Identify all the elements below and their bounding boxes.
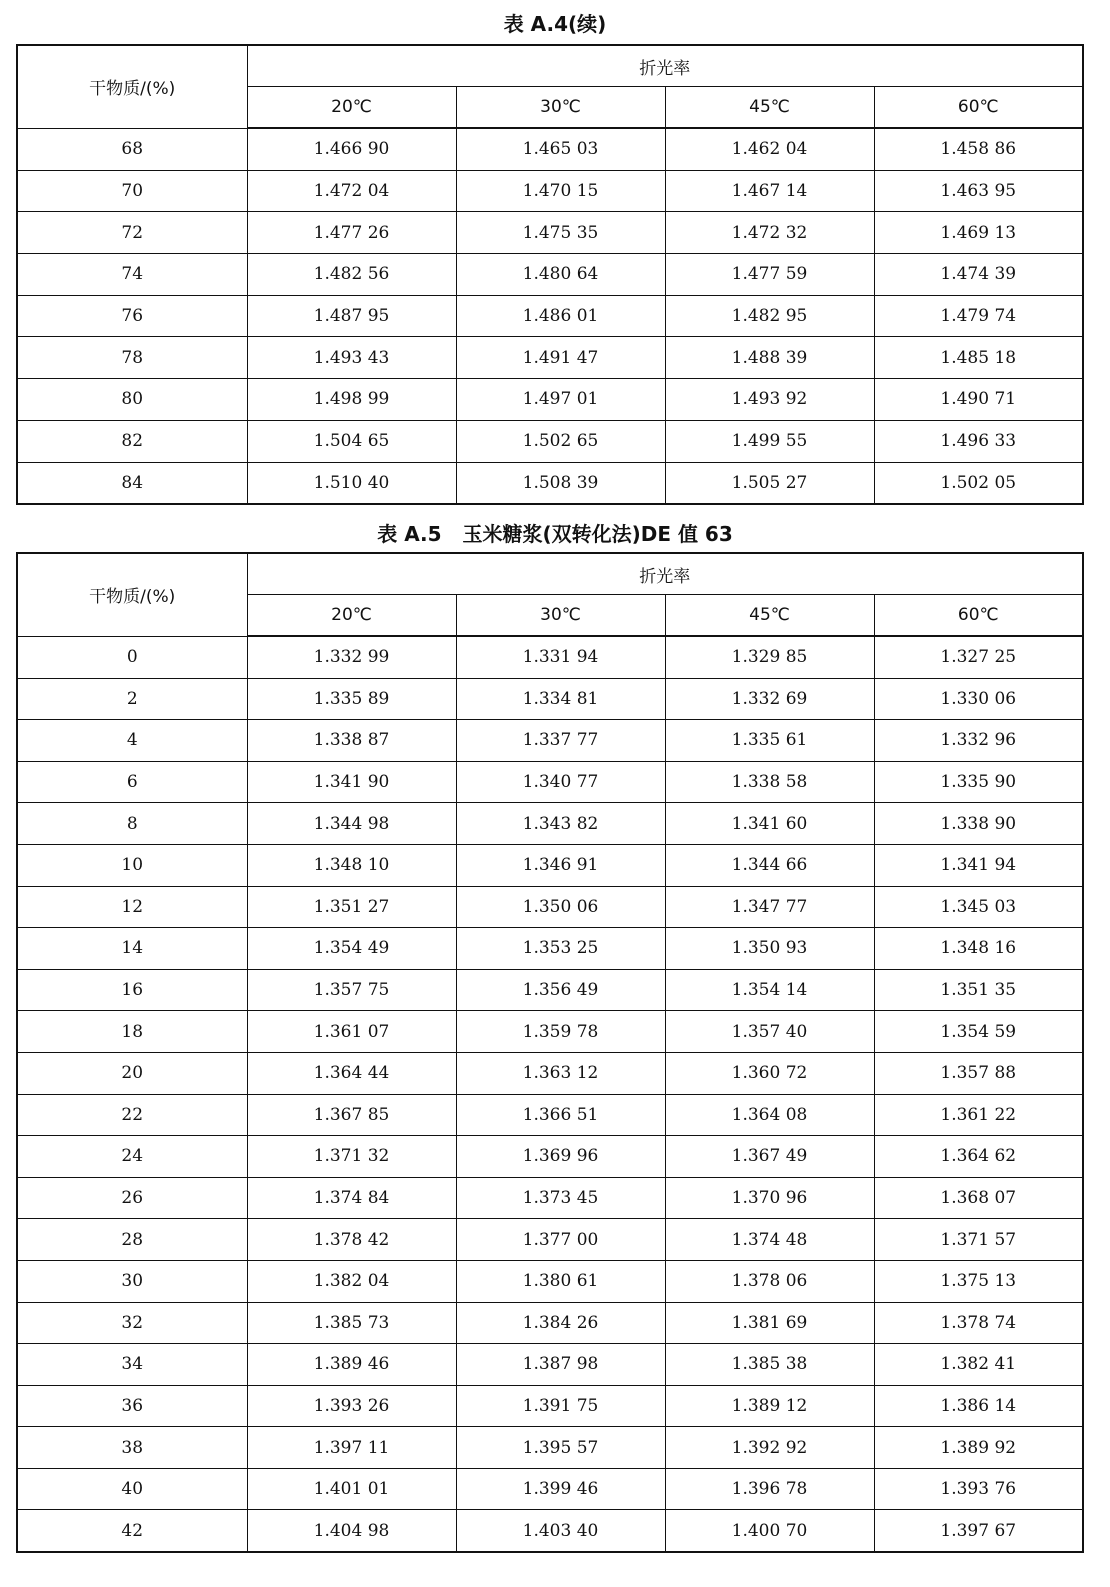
refractive-index-cell: 1.332 69	[665, 678, 874, 720]
refractive-index-cell: 1.344 98	[247, 803, 456, 845]
table-row	[17, 1302, 1083, 1344]
temp-header: 30℃	[456, 595, 665, 637]
refractive-index-cell: 1.341 90	[247, 761, 456, 803]
dry-matter-cell: 8	[17, 803, 247, 845]
refractive-index-cell: 1.335 61	[665, 720, 874, 762]
refractive-index-cell: 1.397 11	[247, 1427, 456, 1469]
dry-matter-cell: 34	[17, 1344, 247, 1386]
dry-matter-header: 干物质/(%)	[17, 553, 247, 636]
table-row	[17, 1427, 1083, 1469]
refractive-index-cell: 1.472 04	[247, 170, 456, 212]
dry-matter-cell: 12	[17, 886, 247, 928]
refractive-index-cell: 1.378 74	[874, 1302, 1083, 1344]
table-row	[17, 1011, 1083, 1053]
refractive-index-cell: 1.508 39	[456, 462, 665, 504]
dry-matter-cell: 36	[17, 1385, 247, 1427]
refractive-index-header: 折光率	[247, 553, 1083, 595]
refractive-index-cell: 1.330 06	[874, 678, 1083, 720]
dry-matter-cell: 82	[17, 420, 247, 462]
refractive-index-cell: 1.477 26	[247, 212, 456, 254]
refractive-index-cell: 1.368 07	[874, 1177, 1083, 1219]
refractive-index-cell: 1.345 03	[874, 886, 1083, 928]
table-row	[17, 1136, 1083, 1178]
refractive-index-cell: 1.472 32	[665, 212, 874, 254]
refractive-index-cell: 1.393 76	[874, 1468, 1083, 1510]
refractive-index-cell: 1.354 59	[874, 1011, 1083, 1053]
refractive-index-cell: 1.332 96	[874, 720, 1083, 762]
refractive-index-cell: 1.399 46	[456, 1468, 665, 1510]
refractive-index-cell: 1.377 00	[456, 1219, 665, 1261]
refractive-index-cell: 1.387 98	[456, 1344, 665, 1386]
refractive-index-cell: 1.354 49	[247, 928, 456, 970]
refractive-index-cell: 1.490 71	[874, 379, 1083, 421]
refractive-index-cell: 1.341 60	[665, 803, 874, 845]
refractive-index-cell: 1.353 25	[456, 928, 665, 970]
refractive-index-cell: 1.389 46	[247, 1344, 456, 1386]
refractive-index-cell: 1.354 14	[665, 969, 874, 1011]
refractive-index-cell: 1.363 12	[456, 1052, 665, 1094]
refractive-index-cell: 1.395 57	[456, 1427, 665, 1469]
refractive-index-cell: 1.359 78	[456, 1011, 665, 1053]
refractive-index-cell: 1.378 42	[247, 1219, 456, 1261]
dry-matter-cell: 6	[17, 761, 247, 803]
refractive-index-cell: 1.396 78	[665, 1468, 874, 1510]
dry-matter-cell: 10	[17, 844, 247, 886]
table-row	[17, 803, 1083, 845]
table-row	[17, 969, 1083, 1011]
refractive-index-cell: 1.371 57	[874, 1219, 1083, 1261]
refractive-index-cell: 1.364 08	[665, 1094, 874, 1136]
temp-header: 60℃	[874, 595, 1083, 637]
dry-matter-cell: 14	[17, 928, 247, 970]
refractive-index-cell: 1.335 90	[874, 761, 1083, 803]
refractive-index-cell: 1.357 75	[247, 969, 456, 1011]
refractive-index-cell: 1.384 26	[456, 1302, 665, 1344]
dry-matter-cell: 38	[17, 1427, 247, 1469]
table-a5-body	[17, 636, 1083, 1552]
table-row	[17, 844, 1083, 886]
table-row	[17, 1510, 1083, 1552]
dry-matter-cell: 16	[17, 969, 247, 1011]
table-row	[17, 420, 1083, 462]
refractive-index-cell: 1.329 85	[665, 636, 874, 678]
dry-matter-cell: 26	[17, 1177, 247, 1219]
refractive-index-cell: 1.350 06	[456, 886, 665, 928]
table-row	[17, 170, 1083, 212]
refractive-index-cell: 1.504 65	[247, 420, 456, 462]
refractive-index-cell: 1.467 14	[665, 170, 874, 212]
refractive-index-cell: 1.400 70	[665, 1510, 874, 1552]
table-row	[17, 379, 1083, 421]
refractive-index-cell: 1.403 40	[456, 1510, 665, 1552]
refractive-index-cell: 1.381 69	[665, 1302, 874, 1344]
dry-matter-cell: 84	[17, 462, 247, 504]
refractive-index-cell: 1.404 98	[247, 1510, 456, 1552]
refractive-index-cell: 1.480 64	[456, 254, 665, 296]
table-row	[17, 761, 1083, 803]
temp-header: 45℃	[665, 595, 874, 637]
refractive-index-cell: 1.498 99	[247, 379, 456, 421]
refractive-index-cell: 1.487 95	[247, 295, 456, 337]
temp-header: 20℃	[247, 87, 456, 129]
refractive-index-cell: 1.344 66	[665, 844, 874, 886]
refractive-index-cell: 1.458 86	[874, 128, 1083, 170]
dry-matter-cell: 72	[17, 212, 247, 254]
refractive-index-cell: 1.350 93	[665, 928, 874, 970]
table-row	[17, 295, 1083, 337]
dry-matter-cell: 18	[17, 1011, 247, 1053]
table-row	[17, 1468, 1083, 1510]
refractive-index-cell: 1.465 03	[456, 128, 665, 170]
refractive-index-cell: 1.486 01	[456, 295, 665, 337]
table-row	[17, 128, 1083, 170]
refractive-index-cell: 1.332 99	[247, 636, 456, 678]
table-row	[17, 462, 1083, 504]
refractive-index-header: 折光率	[247, 45, 1083, 87]
refractive-index-cell: 1.397 67	[874, 1510, 1083, 1552]
table-a4-caption: 表 A.4(续)	[503, 12, 607, 36]
refractive-index-cell: 1.375 13	[874, 1260, 1083, 1302]
refractive-index-cell: 1.482 95	[665, 295, 874, 337]
table-a5	[16, 552, 1084, 1553]
refractive-index-cell: 1.341 94	[874, 844, 1083, 886]
dry-matter-cell: 20	[17, 1052, 247, 1094]
refractive-index-cell: 1.340 77	[456, 761, 665, 803]
refractive-index-cell: 1.378 06	[665, 1260, 874, 1302]
table-row	[17, 928, 1083, 970]
refractive-index-cell: 1.488 39	[665, 337, 874, 379]
refractive-index-cell: 1.334 81	[456, 678, 665, 720]
refractive-index-cell: 1.493 43	[247, 337, 456, 379]
temp-header: 60℃	[874, 87, 1083, 129]
refractive-index-cell: 1.485 18	[874, 337, 1083, 379]
table-row	[17, 1260, 1083, 1302]
refractive-index-cell: 1.367 85	[247, 1094, 456, 1136]
refractive-index-cell: 1.335 89	[247, 678, 456, 720]
refractive-index-cell: 1.327 25	[874, 636, 1083, 678]
table-row	[17, 337, 1083, 379]
dry-matter-cell: 68	[17, 128, 247, 170]
refractive-index-cell: 1.493 92	[665, 379, 874, 421]
dry-matter-cell: 2	[17, 678, 247, 720]
refractive-index-cell: 1.393 26	[247, 1385, 456, 1427]
refractive-index-cell: 1.469 13	[874, 212, 1083, 254]
table-row	[17, 720, 1083, 762]
refractive-index-cell: 1.470 15	[456, 170, 665, 212]
dry-matter-cell: 42	[17, 1510, 247, 1552]
refractive-index-cell: 1.463 95	[874, 170, 1083, 212]
dry-matter-cell: 32	[17, 1302, 247, 1344]
refractive-index-cell: 1.374 84	[247, 1177, 456, 1219]
refractive-index-cell: 1.361 07	[247, 1011, 456, 1053]
dry-matter-cell: 80	[17, 379, 247, 421]
refractive-index-cell: 1.477 59	[665, 254, 874, 296]
refractive-index-cell: 1.382 41	[874, 1344, 1083, 1386]
table-row	[17, 678, 1083, 720]
refractive-index-cell: 1.361 22	[874, 1094, 1083, 1136]
refractive-index-cell: 1.380 61	[456, 1260, 665, 1302]
table-row	[17, 1344, 1083, 1386]
table-a4-body	[17, 128, 1083, 504]
table-row	[17, 212, 1083, 254]
temp-header: 30℃	[456, 87, 665, 129]
dry-matter-cell: 28	[17, 1219, 247, 1261]
refractive-index-cell: 1.338 87	[247, 720, 456, 762]
dry-matter-cell: 4	[17, 720, 247, 762]
refractive-index-cell: 1.466 90	[247, 128, 456, 170]
table-row	[17, 1385, 1083, 1427]
refractive-index-cell: 1.371 32	[247, 1136, 456, 1178]
refractive-index-cell: 1.389 12	[665, 1385, 874, 1427]
refractive-index-cell: 1.338 58	[665, 761, 874, 803]
refractive-index-cell: 1.357 40	[665, 1011, 874, 1053]
dry-matter-cell: 74	[17, 254, 247, 296]
refractive-index-cell: 1.369 96	[456, 1136, 665, 1178]
table-a5-caption: 表 A.5 玉米糖浆(双转化法)DE 值 63	[377, 522, 733, 546]
table-row	[17, 1219, 1083, 1261]
refractive-index-cell: 1.338 90	[874, 803, 1083, 845]
refractive-index-cell: 1.497 01	[456, 379, 665, 421]
refractive-index-cell: 1.364 62	[874, 1136, 1083, 1178]
refractive-index-cell: 1.502 65	[456, 420, 665, 462]
refractive-index-cell: 1.360 72	[665, 1052, 874, 1094]
table-row	[17, 636, 1083, 678]
dry-matter-cell: 40	[17, 1468, 247, 1510]
refractive-index-cell: 1.367 49	[665, 1136, 874, 1178]
refractive-index-cell: 1.348 10	[247, 844, 456, 886]
dry-matter-cell: 22	[17, 1094, 247, 1136]
refractive-index-cell: 1.386 14	[874, 1385, 1083, 1427]
refractive-index-cell: 1.385 38	[665, 1344, 874, 1386]
refractive-index-cell: 1.356 49	[456, 969, 665, 1011]
refractive-index-cell: 1.374 48	[665, 1219, 874, 1261]
refractive-index-cell: 1.474 39	[874, 254, 1083, 296]
refractive-index-cell: 1.475 35	[456, 212, 665, 254]
table-row	[17, 254, 1083, 296]
refractive-index-cell: 1.462 04	[665, 128, 874, 170]
refractive-index-cell: 1.502 05	[874, 462, 1083, 504]
refractive-index-cell: 1.389 92	[874, 1427, 1083, 1469]
refractive-index-cell: 1.366 51	[456, 1094, 665, 1136]
refractive-index-cell: 1.479 74	[874, 295, 1083, 337]
refractive-index-cell: 1.499 55	[665, 420, 874, 462]
refractive-index-cell: 1.401 01	[247, 1468, 456, 1510]
refractive-index-cell: 1.496 33	[874, 420, 1083, 462]
temp-header: 20℃	[247, 595, 456, 637]
table-row	[17, 1094, 1083, 1136]
refractive-index-cell: 1.348 16	[874, 928, 1083, 970]
table-row	[17, 1052, 1083, 1094]
refractive-index-cell: 1.351 27	[247, 886, 456, 928]
dry-matter-header: 干物质/(%)	[17, 45, 247, 128]
refractive-index-cell: 1.382 04	[247, 1260, 456, 1302]
dry-matter-cell: 70	[17, 170, 247, 212]
table-row	[17, 886, 1083, 928]
table-row	[17, 1177, 1083, 1219]
refractive-index-cell: 1.337 77	[456, 720, 665, 762]
refractive-index-cell: 1.351 35	[874, 969, 1083, 1011]
refractive-index-cell: 1.347 77	[665, 886, 874, 928]
refractive-index-cell: 1.392 92	[665, 1427, 874, 1469]
refractive-index-cell: 1.491 47	[456, 337, 665, 379]
refractive-index-cell: 1.373 45	[456, 1177, 665, 1219]
refractive-index-cell: 1.391 75	[456, 1385, 665, 1427]
dry-matter-cell: 78	[17, 337, 247, 379]
dry-matter-cell: 30	[17, 1260, 247, 1302]
dry-matter-cell: 76	[17, 295, 247, 337]
refractive-index-cell: 1.370 96	[665, 1177, 874, 1219]
refractive-index-cell: 1.346 91	[456, 844, 665, 886]
dry-matter-cell: 0	[17, 636, 247, 678]
refractive-index-cell: 1.343 82	[456, 803, 665, 845]
table-a4	[16, 44, 1084, 505]
temp-header: 45℃	[665, 87, 874, 129]
refractive-index-cell: 1.505 27	[665, 462, 874, 504]
refractive-index-cell: 1.331 94	[456, 636, 665, 678]
refractive-index-cell: 1.364 44	[247, 1052, 456, 1094]
dry-matter-cell: 24	[17, 1136, 247, 1178]
refractive-index-cell: 1.482 56	[247, 254, 456, 296]
refractive-index-cell: 1.510 40	[247, 462, 456, 504]
refractive-index-cell: 1.385 73	[247, 1302, 456, 1344]
refractive-index-cell: 1.357 88	[874, 1052, 1083, 1094]
